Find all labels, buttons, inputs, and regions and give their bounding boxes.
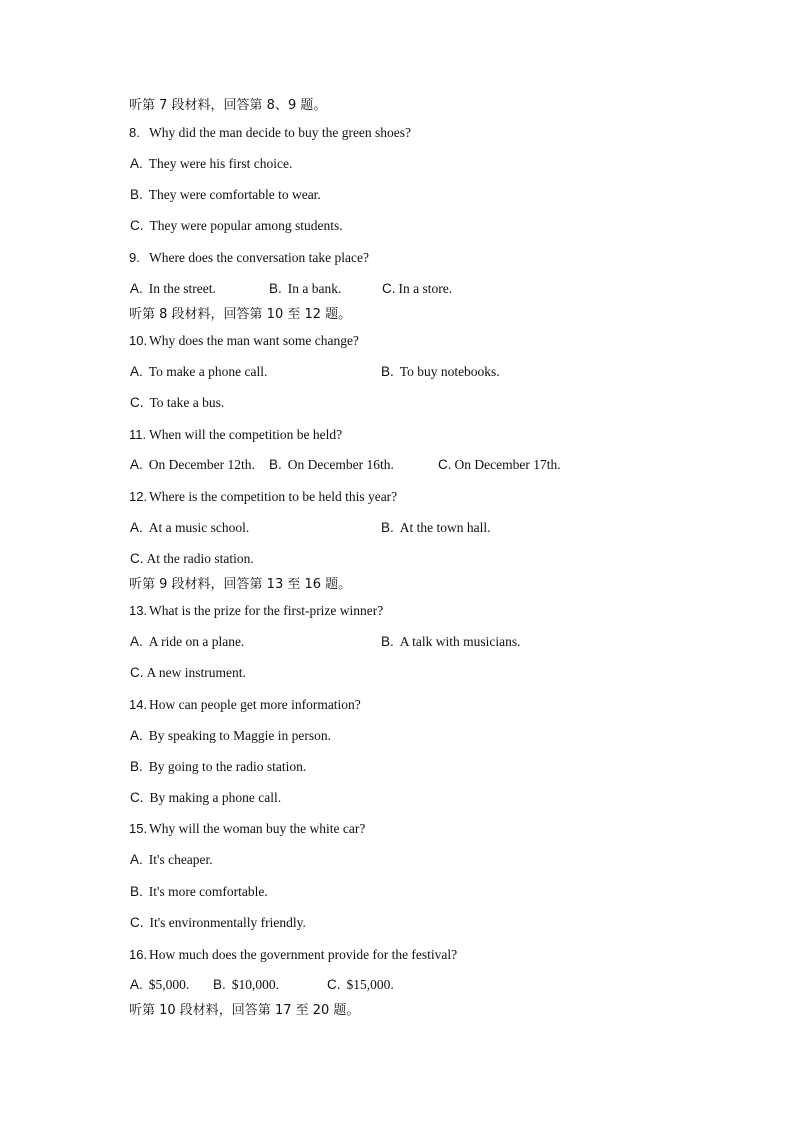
option-letter: A.	[130, 977, 143, 992]
option-12c	[130, 550, 254, 568]
option-text: By going to the radio station.	[148, 759, 307, 774]
option-letter: A.	[130, 364, 143, 379]
option-text: A talk with musicians.	[399, 634, 521, 649]
option-letter: B.	[269, 457, 282, 472]
option-letter: C.	[327, 977, 341, 992]
option-letter: C.	[130, 790, 144, 805]
option-text: It's cheaper.	[148, 852, 213, 867]
option-letter: B.	[130, 759, 143, 774]
option-11a	[130, 456, 255, 474]
option-8c	[130, 217, 343, 235]
option-13b	[381, 633, 521, 651]
option-text: $5,000.	[148, 977, 190, 992]
option-8a	[130, 155, 292, 173]
option-letter: B.	[130, 884, 143, 899]
option-letter: C.	[382, 281, 396, 296]
option-letter: B.	[130, 187, 143, 202]
option-letter: A.	[130, 728, 143, 743]
option-text: They were comfortable to wear.	[148, 187, 321, 202]
option-13a	[130, 633, 244, 651]
option-text: To take a bus.	[149, 395, 225, 410]
question-number: 10.	[129, 333, 148, 348]
option-15a	[130, 851, 213, 869]
question-number: 9.	[129, 250, 140, 265]
option-text: On December 17th.	[454, 457, 561, 472]
option-11c	[438, 456, 561, 474]
question-number: 13.	[129, 603, 148, 618]
option-text: They were his first choice.	[148, 156, 293, 171]
question-number: 15.	[129, 821, 148, 836]
option-14b	[130, 758, 306, 776]
option-16c	[327, 976, 394, 994]
question-number: 12.	[129, 489, 148, 504]
option-letter: A.	[130, 852, 143, 867]
option-12b	[381, 519, 491, 537]
option-letter: B.	[381, 634, 394, 649]
option-text: In a bank.	[287, 281, 342, 296]
option-letter: B.	[381, 364, 394, 379]
option-text: In the street.	[148, 281, 216, 296]
option-15c	[130, 914, 306, 932]
option-9a	[130, 280, 216, 298]
option-text: At the town hall.	[399, 520, 491, 535]
option-text: On December 16th.	[287, 457, 394, 472]
option-10c	[130, 394, 224, 412]
question-text: When will the competition be held?	[149, 427, 343, 442]
option-text: By making a phone call.	[149, 790, 282, 805]
option-letter: A.	[130, 520, 143, 535]
question-text: Why will the woman buy the white car?	[149, 821, 366, 836]
option-letter: B.	[269, 281, 282, 296]
section-heading-8: 听第 8 段材料，回答第 10 至 12 题。	[129, 307, 352, 322]
option-text: At the radio station.	[146, 551, 254, 566]
question-number: 11.	[129, 427, 147, 442]
question-text: Why does the man want some change?	[149, 333, 359, 348]
option-text: On December 12th.	[148, 457, 255, 472]
option-16a	[130, 976, 189, 994]
question-number: 16.	[129, 947, 148, 962]
option-text: To make a phone call.	[148, 364, 268, 379]
option-letter: C.	[438, 457, 452, 472]
option-letter: C.	[130, 915, 144, 930]
section-heading-7: 听第 7 段材料，回答第 8、9 题。	[129, 98, 327, 113]
option-text: It's environmentally friendly.	[149, 915, 306, 930]
option-text: A new instrument.	[146, 665, 246, 680]
option-letter: A.	[130, 457, 143, 472]
option-text: They were popular among students.	[149, 218, 343, 233]
option-text: By speaking to Maggie in person.	[148, 728, 331, 743]
option-letter: A.	[130, 281, 143, 296]
option-text: To buy notebooks.	[399, 364, 500, 379]
option-letter: A.	[130, 634, 143, 649]
option-14a	[130, 727, 331, 745]
option-letter: C.	[130, 665, 144, 680]
section-heading-10: 听第 10 段材料，回答第 17 至 20 题。	[129, 1003, 360, 1018]
option-10b	[381, 363, 500, 381]
question-text: How can people get more information?	[149, 697, 361, 712]
option-9b	[269, 280, 341, 298]
option-text: A ride on a plane.	[148, 634, 245, 649]
section-heading-9: 听第 9 段材料，回答第 13 至 16 题。	[129, 577, 352, 592]
option-10a	[130, 363, 267, 381]
question-number: 14.	[129, 697, 148, 712]
option-11b	[269, 456, 394, 474]
option-text: $15,000.	[346, 977, 394, 992]
question-number: 8.	[129, 125, 140, 140]
option-text: It's more comfortable.	[148, 884, 268, 899]
question-text: Why did the man decide to buy the green shoes?	[149, 125, 412, 140]
option-16b	[213, 976, 279, 994]
option-13c	[130, 664, 246, 682]
option-letter: C.	[130, 395, 144, 410]
question-text: How much does the government provide for the festival?	[149, 947, 458, 962]
option-12a	[130, 519, 249, 537]
option-text: $10,000.	[231, 977, 280, 992]
option-9c	[382, 280, 452, 298]
option-letter: B.	[381, 520, 394, 535]
question-text: Where is the competition to be held this year?	[149, 489, 398, 504]
option-text: In a store.	[398, 281, 453, 296]
option-8b	[130, 186, 321, 204]
option-letter: A.	[130, 156, 143, 171]
question-text: Where does the conversation take place?	[149, 250, 370, 265]
option-letter: C.	[130, 218, 144, 233]
option-text: At a music school.	[148, 520, 250, 535]
option-letter: C.	[130, 551, 144, 566]
option-15b	[130, 883, 268, 901]
option-14c	[130, 789, 281, 807]
option-letter: B.	[213, 977, 226, 992]
question-text: What is the prize for the first-prize winner?	[149, 603, 384, 618]
